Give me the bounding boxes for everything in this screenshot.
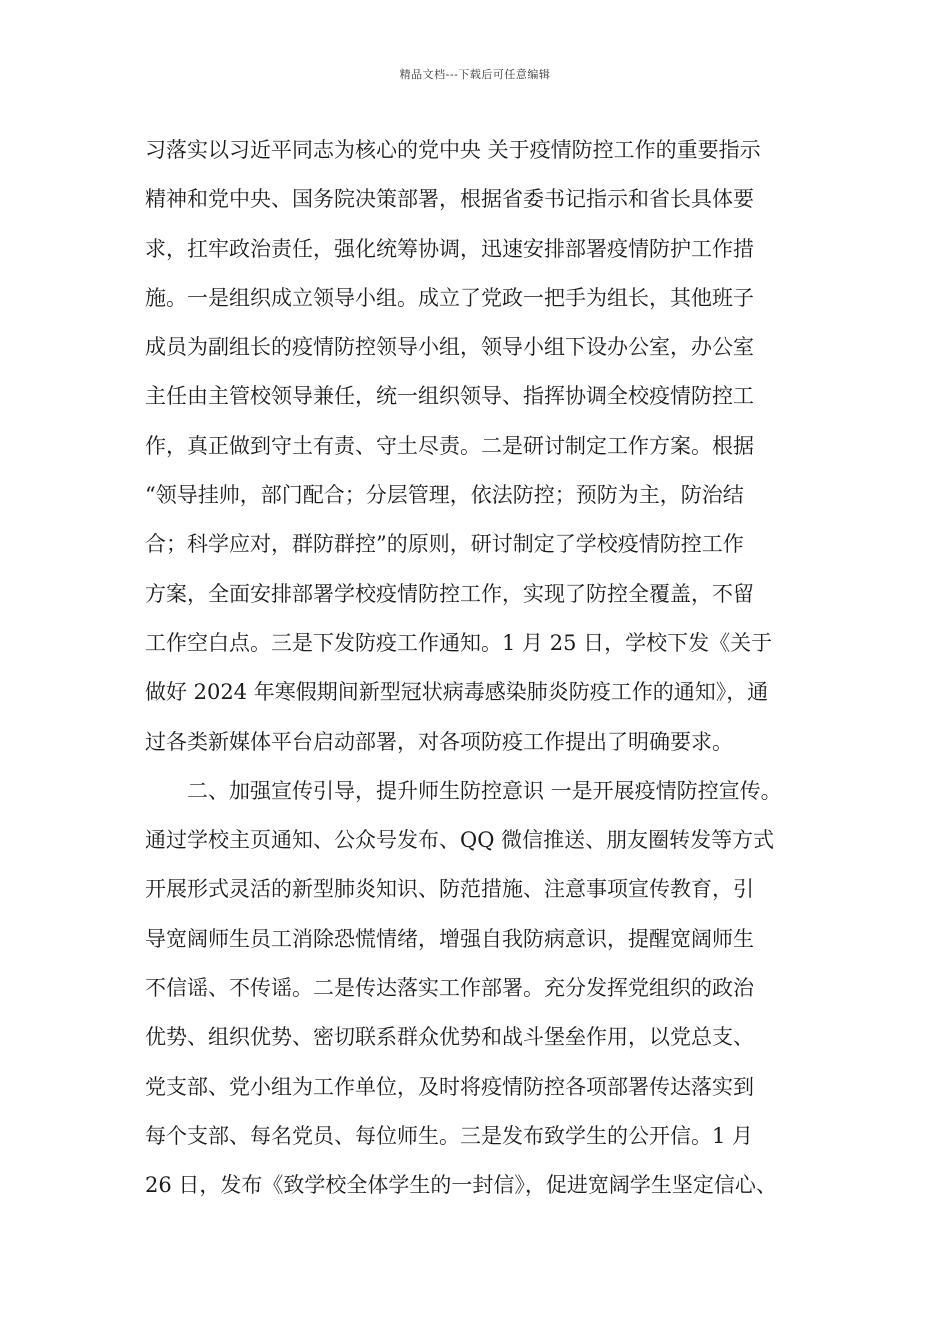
text-line: 导宽阔师生员工消除恐慌情绪，增强自我防病意识，提醒宽阔师生 xyxy=(145,926,754,951)
text-line: 通过学校主页通知、公众号发布、QQ 微信推送、朋友圈转发等方式 xyxy=(145,828,775,853)
document-body xyxy=(145,126,835,1211)
text-line: 精神和党中央、国务院决策部署，根据省委书记指示和省长具体要 xyxy=(145,187,754,212)
text-line: 做好 2024 年寒假期间新型冠状病毒感染肺炎防疫工作的通知》，通 xyxy=(145,680,769,705)
text-line: 方案，全面安排部署学校疫情防控工作，实现了防控全覆盖，不留 xyxy=(145,581,754,606)
text-line: 合；科学应对，群防群控”的原则，研讨制定了学校疫情防控工作 xyxy=(145,532,744,557)
text-line: 过各类新媒体平台启动部署，对各项防疫工作提出了明确要求。 xyxy=(145,729,733,754)
text-line: 不信谣、不传谣。二是传达落实工作部署。充分发挥党组织的政治 xyxy=(145,976,754,1001)
text-line: 党支部、党小组为工作单位，及时将疫情防控各项部署传达落实到 xyxy=(145,1074,754,1099)
text-line: “领导挂帅，部门配合；分层管理，依法防控；预防为主，防治结 xyxy=(145,483,744,508)
text-line: 优势、组织优势、密切联系群众优势和战斗堡垒作用，以党总支、 xyxy=(145,1025,754,1050)
text-line: 成员为副组长的疫情防控领导小组，领导小组下设办公室，办公室 xyxy=(145,335,754,360)
page-header: 精品文档---下载后可任意编辑 xyxy=(399,68,551,81)
text-line: 26 日，发布《致学校全体学生的一封信》，促进宽阔学生坚定信心、 xyxy=(145,1173,777,1198)
text-line: 求，扛牢政治责任，强化统筹协调，迅速安排部署疫情防护工作措 xyxy=(145,236,754,261)
text-line: 开展形式灵活的新型肺炎知识、防范措施、注意事项宣传教育，引 xyxy=(145,877,754,902)
text-line: 作，真正做到守土有责、守土尽责。二是研讨制定工作方案。根据 xyxy=(145,433,754,458)
text-line: 习落实以习近平同志为核心的党中央 关于疫情防控工作的重要指示 xyxy=(145,138,761,162)
text-line: 工作空白点。三是下发防疫工作通知。1 月 25 日，学校下发《关于 xyxy=(145,630,773,655)
text-line: 施。一是组织成立领导小组。成立了党政一把手为组长，其他班子 xyxy=(145,285,754,310)
text-line: 主任由主管校领导兼任，统一组织领导、指挥协调全校疫情防控工 xyxy=(145,384,754,409)
text-line: 二、加强宣传引导，提升师生防控意识 一是开展疫情防控宣传。 xyxy=(187,778,782,803)
text-line: 每个支部、每名党员、每位师生。三是发布致学生的公开信。1 月 xyxy=(145,1123,754,1148)
